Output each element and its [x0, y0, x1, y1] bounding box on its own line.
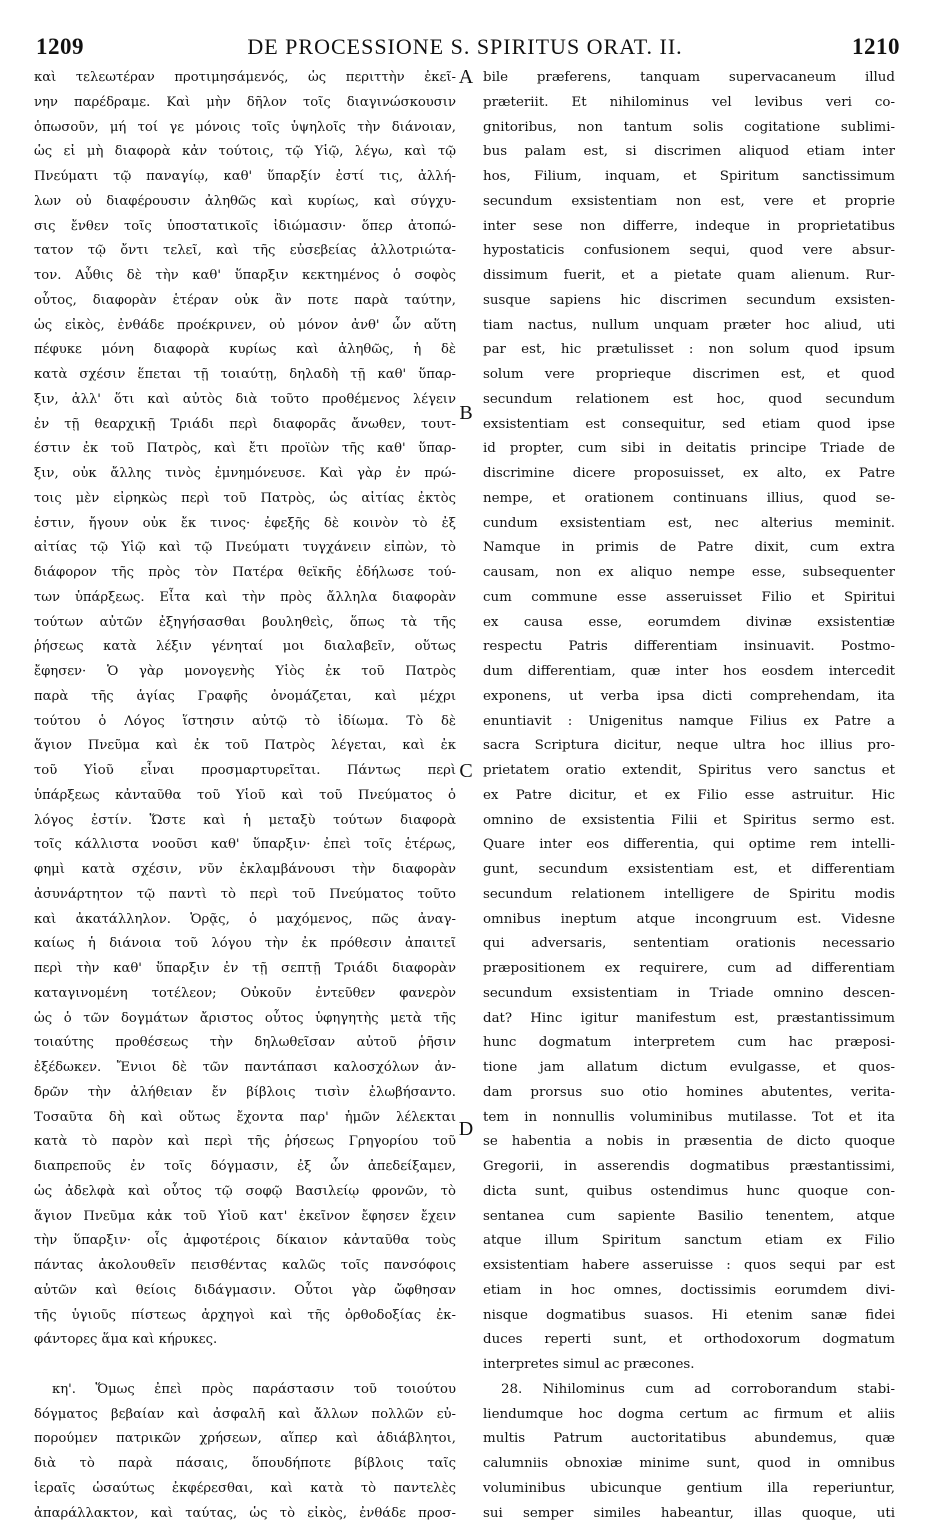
latin-text-line: cundum exsistentiam est, nec alterius meminit. — [483, 515, 895, 531]
latin-text-line: qui adversaris, sententiam orationis necessario — [483, 936, 895, 952]
latin-text-line: hypostaticis confusionem sequi, quod vere absur- — [483, 243, 895, 259]
greek-text-line: δόγματος βεβαίαν καὶ ἀσφαλῆ καὶ ἄλλων πολλῶν εὐ- — [34, 1406, 456, 1422]
greek-text-line: φάντορες ἅμα καὶ κήρυκες. — [34, 1332, 218, 1348]
greek-text-line: Τοσαῦτα δὴ καὶ οὕτως ἔχοντα παρ' ἡμῶν λέλεκται — [34, 1109, 456, 1125]
latin-text-line: secundum exsistentiam non est, vere et proprie — [483, 193, 895, 209]
latin-text-line: gnitoribus, non tantum solis cogitatione sublimi- — [483, 119, 895, 135]
latin-text-line: secundum relationem intelligere de Spiritu modis — [483, 886, 895, 902]
greek-text-line: καὶ ἀκατάλληλον. Ὁρᾷς, ὁ μαχόμενος, πῶς ἀναγ- — [34, 911, 456, 927]
latin-text-line: dam prorsus suo otio homines abutentes, verita- — [483, 1084, 895, 1100]
margin-marker-a: A — [458, 66, 474, 88]
latin-text-line: exsistentiam est consequitur, sed etiam quod ipse — [483, 416, 895, 432]
latin-text-line: secundum relationem est hoc, quod secundum — [483, 391, 895, 407]
latin-text-line: atque illum Spiritum sanctum etiam ex Filio — [483, 1233, 895, 1249]
latin-text-line: ex Patre dicitur, et ex Filio esse astruitur. Hic — [483, 787, 895, 803]
latin-text-line: cum commune esse asseruisset Filio et Spiritui — [483, 589, 895, 605]
greek-text-line: ἐστιν, ἤγουν οὐκ ἔκ τινος· ἐφεξῆς δὲ κοινὸν τὸ ἐξ — [34, 515, 456, 531]
latin-text-line: hos, Filium, inquam, et Spiritum sanctissimum — [483, 169, 895, 184]
greek-text-line: τούτων αὐτῶν ἐξηγήσασθαι βουληθεὶς, ὅπως τὰ τῆς — [34, 614, 456, 630]
greek-text-line: ξιν, οὐκ ἄλλης τινὸς ἐμνημόνευσε. Καὶ γὰρ ἐν πρώ- — [34, 466, 456, 481]
latin-text-line: id propter, cum sibi in deitatis principe Triade de — [483, 441, 895, 457]
latin-text-line: Namque in primis de Patre dixit, cum extra — [483, 540, 895, 556]
latin-text-line: discrimine dicere proposuisset, ex alto, ex Patre — [483, 466, 895, 481]
greek-text-line: καίως ἡ διάνοια τοῦ λόγου τὴν ἐκ πρόθεσιν ἀπαιτεῖ — [34, 936, 456, 952]
greek-text-line: ὡς ἀδελφὰ καὶ οὗτος τῷ σοφῷ Βασιλείῳ φρονῶν, τὸ — [34, 1183, 456, 1199]
latin-text-line: respectu Patris differentiam insinuavit. Postmo- — [483, 639, 895, 655]
latin-text-line: solum vere proprieque discrimen est, et quod — [483, 367, 895, 382]
greek-text-line: ὡς ὁ τῶν δογμάτων ἄριστος οὗτος ὑφηγητὴς μετὰ τῆς — [34, 1010, 456, 1026]
greek-column — [34, 66, 456, 1526]
latin-text-line: tiam nactus, nullum unquam præter hoc aliud, uti — [483, 317, 895, 333]
greek-text-line: έστιν ἐκ τοῦ Πατρὸς, καὶ ἔτι προϊὼν τῆς καθ' ὕπαρ- — [34, 441, 456, 457]
greek-text-line: τοις μὲν εἰρηκὼς περὶ τοῦ Πατρὸς, ὡς αἰτίας ἐκτὸς — [34, 490, 456, 506]
latin-text-line: voluminibus ubicunque gentium illa reperiuntur, — [483, 1480, 895, 1496]
latin-text-line: dum differentiam, quæ inter hos eosdem intercedit — [483, 664, 895, 679]
greek-text-line: διάφορον τῆς πρὸς τὸν Πατέρα θεϊκῆς ἐδήλωσε τού- — [34, 565, 456, 580]
latin-text-line: nisque dogmatibus suasos. Hi etenim sanæ fidei — [483, 1307, 895, 1323]
latin-text-line: præpositionem ex requirere, cum ad differentiam — [483, 961, 895, 976]
greek-text-line: πέφυκε μόνη διαφορὰ κυρίως καὶ ἀληθῶς, ἡ δὲ — [34, 342, 456, 358]
greek-text-line: ὡς εἰ μὴ διαφορὰ κἀν τούτοις, τῷ Υἱῷ, λέγω, καὶ τῷ — [34, 144, 456, 160]
latin-text-line: dissimum fuerit, et a pietate quam alienum. Rur- — [483, 268, 895, 283]
margin-marker-b: B — [459, 402, 473, 424]
greek-text-line: παρὰ τῆς ἁγίας Γραφῆς ὀνομάζεται, καὶ μέχρι — [34, 688, 456, 704]
latin-text-line: liendumque hoc dogma certum ac firmum et aliis — [483, 1406, 895, 1422]
greek-text-line: τοῖς κάλλιστα νοοῦσι καθ' ὕπαρξιν· ἐπεὶ τοῖς ἑτέρως, — [34, 837, 456, 853]
latin-text-line: dicta sunt, quibus ostendimus hunc quoque con- — [483, 1183, 895, 1199]
latin-text-line: susque sapiens hic discrimen secundum exsisten- — [483, 292, 895, 308]
greek-text-line: πάντας ἀκολουθεῖν πεισθέντας καλῶς τοῖς πανσόφοις — [34, 1258, 456, 1273]
greek-text-line: Πνεύματι τῷ παναγίῳ, καθ' ὕπαρξίν ἐστί τις, ἀλλή- — [34, 169, 456, 184]
latin-text-line: sacra Scriptura dicitur, neque ultra hoc illius pro- — [483, 738, 895, 754]
greek-text-line: τοῦ Υἱοῦ εἶναι προσμαρτυρεῖται. Πάντως περὶ — [34, 763, 456, 778]
latin-text-line: nempe, et orationem continuans illius, quod se- — [483, 490, 895, 506]
latin-text-line: præteriit. Et nihilominus vel levibus veri co- — [483, 94, 895, 110]
greek-text-line: λων οὐ διαφέρουσιν ἀληθῶς καὶ κυρίως, καὶ σύγχυ- — [34, 193, 456, 209]
latin-text-line: hunc dogmatum interpretem cum hac præposi- — [483, 1035, 895, 1051]
greek-text-line: τατον τῷ ὄντι τελεῖ, καὶ τῆς εὐσεβείας ἀλλοτριώτα- — [34, 243, 456, 259]
latin-text-line: inter sese non differre, indeque in proprietatibus — [483, 218, 895, 234]
greek-text-line: κατὰ σχέσιν ἕπεται τῇ τοιαύτῃ, δηλαδὴ τῇ καθ' ὕπαρ- — [34, 367, 456, 382]
latin-text-line: dat? Hinc igitur manifestum est, præstantissimum — [483, 1010, 895, 1026]
latin-text-line: bile præferens, tanquam supervacaneum illud — [483, 70, 895, 85]
latin-text-line: sui semper similes habeantur, illas quoque, uti — [483, 1505, 895, 1521]
greek-text-line: ἐν τῇ θεαρχικῇ Τριάδι περὶ διαφορᾶς ἄνωθεν, τουτ- — [34, 416, 456, 432]
greek-text-line: κη'. Ὅμως ἐπεὶ πρὸς παράστασιν τοῦ τοιούτου — [52, 1381, 456, 1397]
page-number-right: 1210 — [852, 34, 900, 59]
latin-text-line: tem in nonnullis voluminibus mutilasse. Tot et ita — [483, 1109, 895, 1125]
latin-text-line: gunt, secundum exsistentiam est, et differentiam — [483, 862, 895, 877]
greek-text-line: των ὑπάρξεως. Εἶτα καὶ τὴν πρὸς ἄλληλα διαφορὰν — [34, 589, 456, 605]
greek-text-line: ἀσυνάρτητον τῷ παντὶ τὸ περὶ τοῦ Πνεύματος τοῦτο — [34, 886, 456, 902]
greek-text-line: διὰ τὸ παρὰ πάσαις, ὅπουδήποτε βίβλοις ταῖς — [34, 1456, 456, 1471]
greek-text-line: σις ἔνθεν τοῖς ὑποστατικοῖς ἰδιώμασιν· ὅπερ ἀτοπώ- — [34, 218, 456, 234]
latin-text-line: Quare inter eos differentia, qui optime rem intelli- — [483, 837, 895, 853]
latin-text-line: interpretes simul ac præcones. — [483, 1357, 695, 1372]
greek-text-line: ἅγιον Πνεῦμα καὶ ἐκ τοῦ Πατρὸς λέγεται, καὶ ἐκ — [34, 738, 456, 754]
greek-text-line: δρῶν τὴν ἀλήθειαν ἔν βίβλοις τισὶν ἐλωβήσαντο. — [34, 1084, 456, 1100]
latin-text-line: secundum exsistentiam in Triade omnino descen- — [483, 985, 895, 1001]
greek-text-line: πορούμεν πατρικῶν χρήσεων, αἵπερ καὶ ἀδιάβλητοι, — [34, 1431, 456, 1447]
latin-text-line: enuntiavit : Unigenitus namque Filius ex Patre a — [483, 713, 895, 729]
latin-text-line: omnibus ineptum atque incongruum est. Videsne — [483, 911, 895, 927]
latin-text-line: tione jam allatum dictum evulgasse, et quos- — [483, 1060, 895, 1075]
latin-text-line: ex causa esse, eorumdem divinæ exsistentiæ — [483, 614, 895, 630]
greek-text-line: αἰτίας τῷ Υἱῷ καὶ τῷ Πνεύματι τυγχάνειν εἰπὼν, τὸ — [34, 540, 456, 556]
greek-text-line: καταγινομένη τοτέλεον; Οὐκοῦν ἐντεῦθεν φανερὸν — [34, 985, 456, 1001]
latin-text-line: duces reperti sunt, et orthodoxorum dogmatum — [483, 1332, 895, 1348]
greek-text-line: καὶ τελεωτέραν προτιμησάμενός, ὡς περιττὴν ἐκεῖ- — [34, 70, 456, 85]
latin-text-line: causam, non ex aliquo nempe esse, subsequenter — [483, 565, 895, 580]
greek-text-line: ἀπαράλλακτον, καὶ ταύτας, ὡς τὸ εἰκὸς, ἐνθάδε προσ- — [34, 1505, 456, 1521]
latin-text-line: se habentia a nobis in præsentia de dicto quoque — [483, 1134, 895, 1150]
greek-text-line: ἅγιον Πνεῦμα κἀκ τοῦ Υἱοῦ κατ' ἐκεῖνον ἔφησεν ἔχειν — [34, 1208, 456, 1224]
latin-text-line: multis Patrum auctoritatibus abundemus, quæ — [483, 1431, 895, 1447]
greek-text-line: αὐτῶν καὶ θείοις διδάγμασιν. Οὗτοι γὰρ ὤφθησαν — [34, 1282, 456, 1298]
latin-text-line: bus palam est, si discrimen aliquod etiam inter — [483, 144, 895, 160]
latin-text-line: calumniis obnoxiæ minime sunt, quod in omnibus — [483, 1456, 895, 1471]
greek-text-line: διαπρεποῦς ἐν τοῖς δόγμασιν, ἐξ ὧν ἀπεδείξαμεν, — [34, 1159, 456, 1174]
greek-text-line: τούτου ὁ Λόγος ἵστησιν αὐτῷ τὸ ἰδίωμα. Τὸ δὲ — [34, 713, 456, 729]
running-title: DE PROCESSIONE S. SPIRITUS ORAT. II. — [247, 34, 683, 59]
greek-text-line: τῆς ὑγιοῦς πίστεως ἀρχηγοὶ καὶ τῆς ὀρθοδοξίας ἐκ- — [34, 1307, 456, 1323]
greek-text-line: τὴν ὕπαρξιν· οἷς ἀμφοτέροις δίκαιον κἀνταῦθα τοὺς — [34, 1233, 456, 1249]
latin-text-line: exponens, ut verba ipsa dicti comprehendam, ita — [483, 688, 895, 704]
greek-text-line: ἔφησεν· Ὁ γὰρ μονογενὴς Υἱὸς ἐκ τοῦ Πατρὸς — [34, 664, 456, 679]
greek-text-line: τοιαύτης προθέσεως τὴν δηλωθεῖσαν αὐτοῦ ῥῆσιν — [34, 1035, 456, 1051]
margin-marker-c: C — [459, 760, 473, 782]
greek-text-line: φημὶ κατὰ σχέσιν, νῦν ἐκλαμβάνουσι τὴν διαφορὰν — [34, 862, 456, 877]
greek-text-line: ξιν, ἀλλ' ὅτι καὶ αὐτὸς διὰ τοῦτο προθέμενος λέγειν — [34, 391, 456, 407]
latin-text-line: sentanea cum sapiente Basilio tenentem, atque — [483, 1208, 895, 1224]
latin-text-line: par est, hic prætulisset : non solum quod ipsum — [483, 342, 895, 358]
latin-text-line: prietatem oratio extendit, Spiritus vero sanctus et — [483, 763, 895, 778]
greek-text-line: ἐξέδωκεν. Ἔνιοι δὲ τῶν παντάπασι καλοσχόλων ἀν- — [34, 1060, 456, 1075]
page-header — [30, 34, 900, 62]
greek-text-line: κατὰ τὸ παρὸν καὶ περὶ τῆς ῥήσεως Γρηγορίου τοῦ — [34, 1134, 456, 1150]
greek-text-line: ὁπωσοῦν, μή τοί γε μόνοις τοῖς ὑψηλοῖς τὴν διάνοιαν, — [34, 119, 456, 135]
greek-text-line: τον. Αὖθις δὲ τὴν καθ' ὕπαρξιν κεκτημένος ὁ σοφὸς — [34, 268, 456, 283]
greek-text-line: ὡς εἰκὸς, ἐνθάδε προέκρινεν, οὐ μόνον ἀνθ' ὧν αὕτη — [34, 317, 456, 333]
greek-text-line: περὶ τὴν καθ' ὕπαρξιν ἐν τῇ σεπτῇ Τριάδι διαφορὰν — [34, 961, 456, 976]
latin-text-line: 28. Nihilominus cum ad corroborandum stabi- — [501, 1381, 895, 1397]
margin-marker-d: D — [458, 1118, 474, 1140]
greek-text-line: ῥήσεως κατὰ λέξιν γένηταί μοι διαλαβεῖν, οὕτως — [34, 639, 456, 655]
latin-text-line: Gregorii, in asserendis dogmatibus præstantissimi, — [483, 1159, 895, 1174]
page-number-left: 1209 — [36, 34, 84, 59]
greek-text-line — [34, 1353, 456, 1378]
latin-text-line: omnino de exsistentia Filii et Spiritus sermo est. — [483, 812, 895, 828]
latin-text-line: etiam in hoc omnes, doctissimis eorumdem divi- — [483, 1282, 895, 1298]
latin-text-line: exsistentiam habere asseruisse : quos sequi par est — [483, 1258, 895, 1273]
greek-text-line: λόγος ἐστίν. Ὥστε καὶ ἡ μεταξὺ τούτων διαφορὰ — [34, 812, 456, 828]
latin-column — [483, 66, 895, 1526]
greek-text-line: ἱεραῖς ὡσαύτως ἐκφέρεσθαι, καὶ κατὰ τὸ παντελὲς — [34, 1480, 456, 1496]
greek-text-line: οὗτος, διαφορὰν ἑτέραν οὐκ ἂν ποτε παρὰ ταύτην, — [34, 292, 456, 308]
greek-text-line: ὑπάρξεως κἀνταῦθα τοῦ Υἱοῦ καὶ τοῦ Πνεύματος ὁ — [34, 787, 456, 803]
greek-text-line: νην παρέδραμε. Καὶ μὴν δῆλον τοῖς διαγινώσκουσιν — [34, 94, 456, 110]
